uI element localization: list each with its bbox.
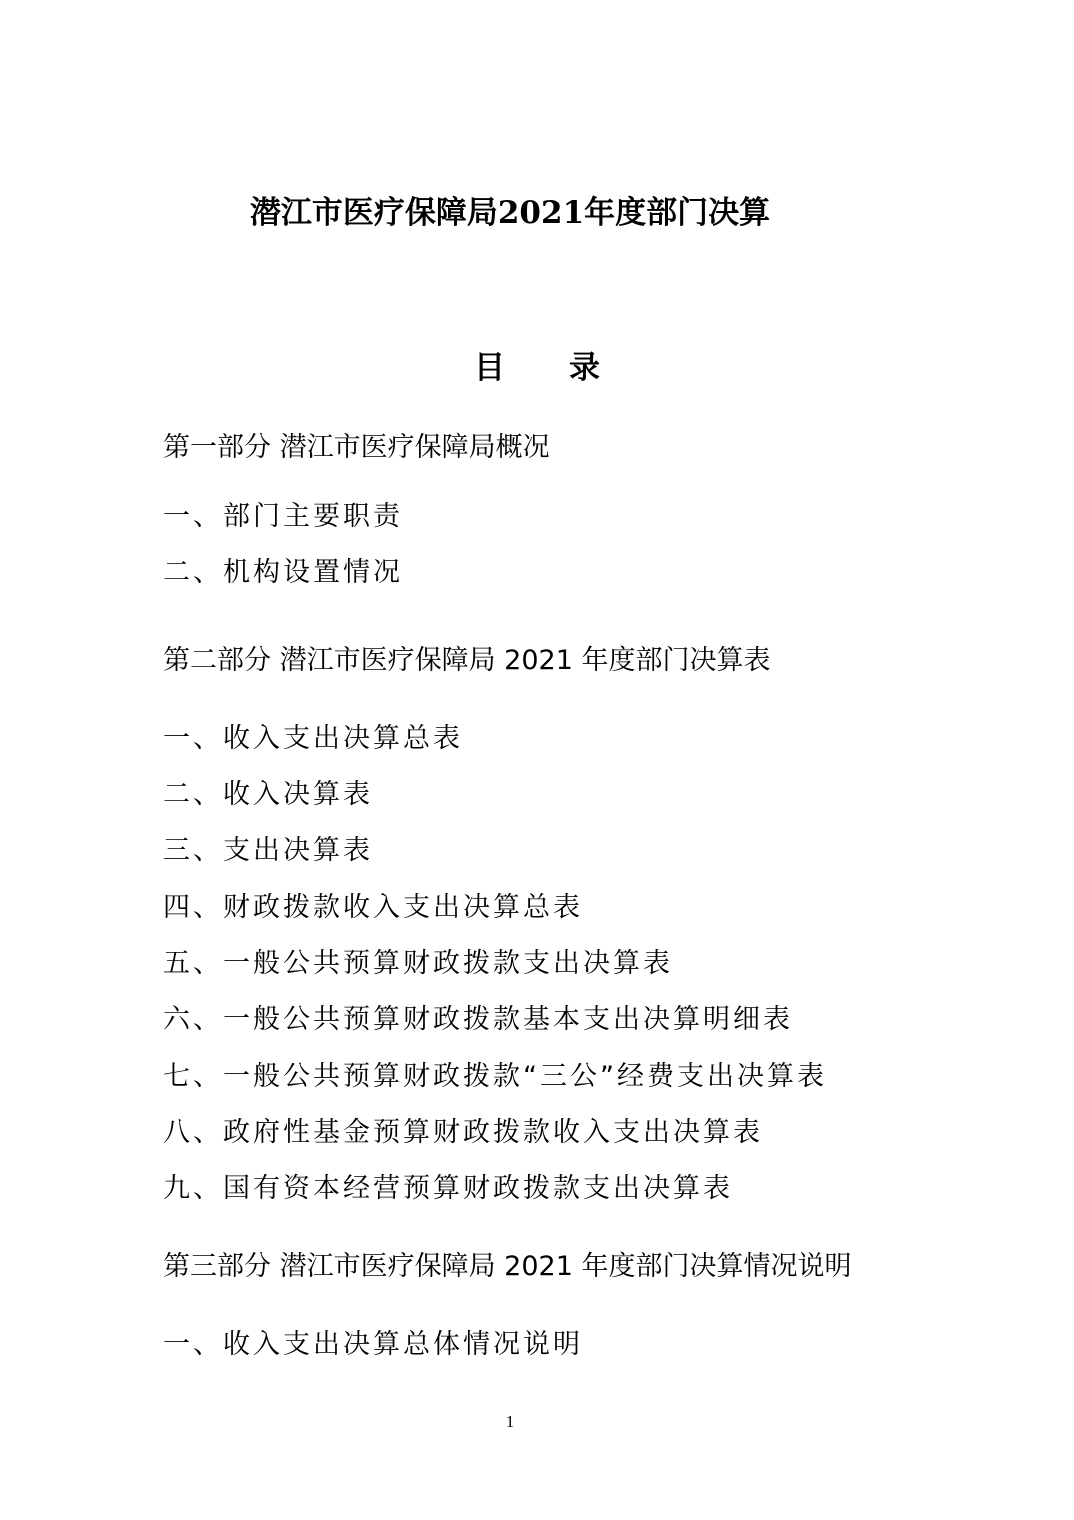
toc-item[interactable]: 一、部门主要职责 <box>163 501 403 532</box>
toc-item[interactable]: 六、一般公共预算财政拨款基本支出决算明细表 <box>163 1004 793 1035</box>
toc-part-3-heading[interactable]: 第三部分 潜江市医疗保障局 2021 年度部门决算情况说明 <box>163 1251 852 1282</box>
toc-heading-char-1: 目 <box>474 350 505 386</box>
toc-item[interactable]: 五、一般公共预算财政拨款支出决算表 <box>163 948 673 979</box>
toc-item[interactable]: 四、财政拨款收入支出决算总表 <box>163 892 583 923</box>
toc-item[interactable]: 九、国有资本经营预算财政拨款支出决算表 <box>163 1173 733 1204</box>
toc-heading-char-2: 录 <box>569 350 600 386</box>
document-title: 潜江市医疗保障局2021年度部门决算 <box>249 195 771 231</box>
toc-item[interactable]: 一、收入支出决算总体情况说明 <box>163 1329 583 1360</box>
toc-item[interactable]: 八、政府性基金预算财政拨款收入支出决算表 <box>163 1117 763 1148</box>
toc-item[interactable]: 七、一般公共预算财政拨款“三公”经费支出决算表 <box>163 1061 827 1092</box>
toc-item[interactable]: 三、支出决算表 <box>163 835 373 866</box>
toc-heading <box>0 345 1074 391</box>
toc-item[interactable]: 二、收入决算表 <box>163 779 373 810</box>
toc-part-1-heading[interactable]: 第一部分 潜江市医疗保障局概况 <box>163 432 550 463</box>
page-number: 1 <box>505 1412 515 1431</box>
toc-item[interactable]: 二、机构设置情况 <box>163 557 403 588</box>
toc-part-2-heading[interactable]: 第二部分 潜江市医疗保障局 2021 年度部门决算表 <box>163 645 771 676</box>
toc-item[interactable]: 一、收入支出决算总表 <box>163 723 463 754</box>
